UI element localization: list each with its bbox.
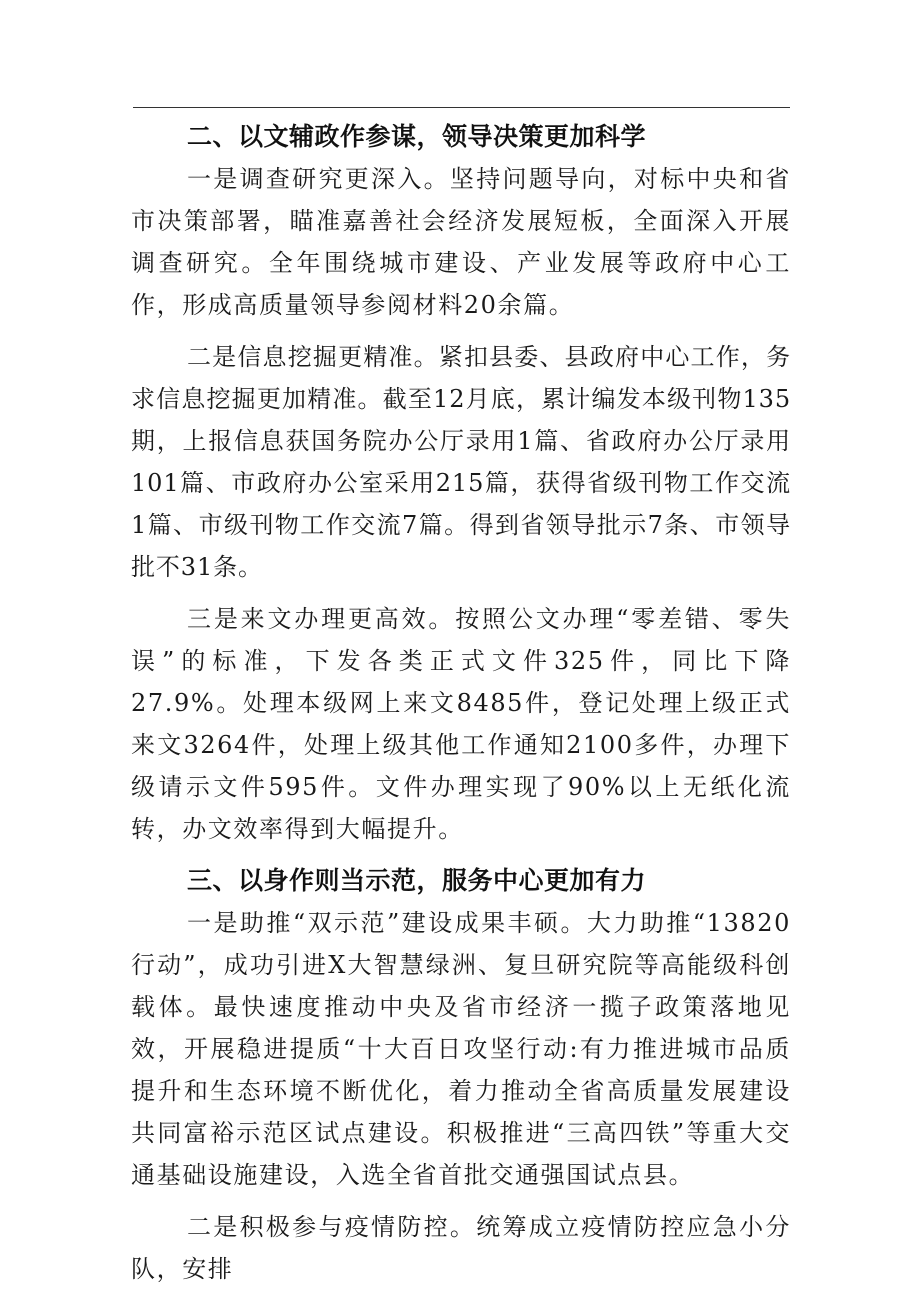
- paragraph-information: 二是信息挖掘更精准。紧扣县委、县政府中心工作，务求信息挖掘更加精准。截至12月底，累计编发本级刊物135期，上报信息获国务院办公厅录用1篇、省政府办公厅录用101篇、市政府办公室采用215篇，获得省级刊物工作交流1篇、市级刊物工作交流7篇。得到省领导批示7条、市领导批不31条。: [131, 343, 791, 581]
- document-body: [131, 116, 791, 1300]
- paragraph-epidemic-control: 二是积极参与疫情防控。统筹成立疫情防控应急小分队，安排: [131, 1213, 791, 1283]
- section-heading-3: 三、以身作则当示范，服务中心更加有力: [187, 866, 647, 895]
- paragraph-research: 一是调查研究更深入。坚持问题导向，对标中央和省市决策部署，瞄准嘉善社会经济发展短板，全面深入开展调查研究。全年围绕城市建设、产业发展等政府中心工作，形成高质量领导参阅材料20余篇。: [131, 165, 791, 319]
- section-heading-2: 二、以文辅政作参谋，领导决策更加科学: [187, 122, 647, 151]
- paragraph-documents: 三是来文办理更高效。按照公文办理“零差错、零失误”的标准，下发各类正式文件325件，同比下降27.9%。处理本级网上来文8485件，登记处理上级正式来文3264件，处理上级其他工作通知2100多件，办理下级请示文件595件。文件办理实现了90%以上无纸化流转，办文效率得到大幅提升。: [131, 605, 791, 843]
- header-rule: [133, 107, 790, 108]
- paragraph-double-demonstration: 一是助推“双示范”建设成果丰硕。大力助推“13820行动”，成功引进X大智慧绿洲、复旦研究院等高能级科创载体。最快速度推动中央及省市经济一揽子政策落地见效，开展稳进提质“十大百日攻坚行动:有力推进城市品质提升和生态环境不断优化，着力推动全省高质量发展建设共同富裕示范区试点建设。积极推进“三高四铁”等重大交通基础设施建设，入选全省首批交通强国试点县。: [131, 909, 791, 1189]
